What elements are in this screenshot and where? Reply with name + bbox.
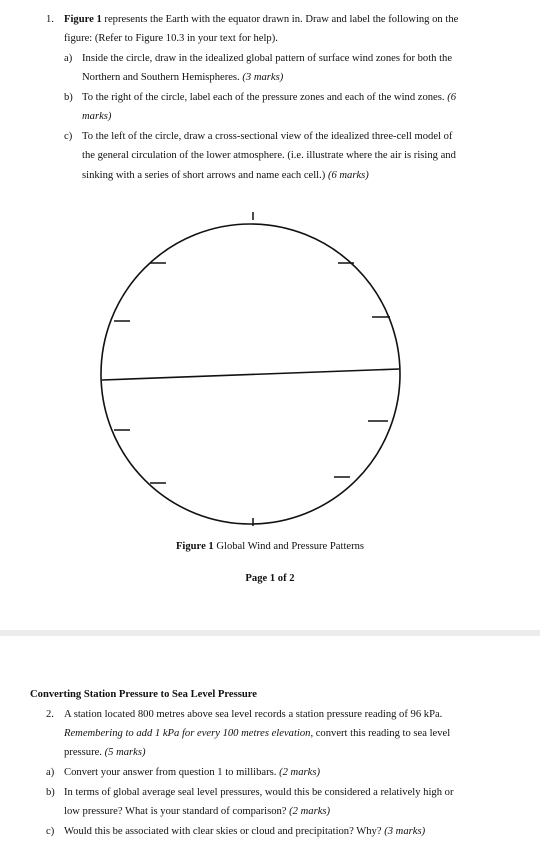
page-number: Page 1 of 2	[245, 573, 295, 584]
earth-figure	[98, 208, 408, 533]
figure-caption: Figure 1 Global Wind and Pressure Patterns	[175, 541, 365, 552]
q2-number: 2.	[46, 709, 54, 720]
q1a-line2: Northern and Southern Hemispheres. (3 marks)	[82, 72, 284, 83]
q2a-letter: a)	[46, 767, 55, 778]
q1a-marks: (3 marks)	[242, 72, 284, 83]
q1c-line3: sinking with a series of short arrows and name each cell.) (6 marks)	[82, 170, 369, 181]
q2a-text: Convert your answer from question 1 to millibars. (2 marks)	[64, 767, 320, 778]
q2a-marks: (2 marks)	[279, 767, 320, 778]
q2-line2: Remembering to add 1 kPa for every 100 metres elevation, convert this reading to sea level	[64, 728, 451, 739]
q2b-line1: In terms of global average seal level pressures, would this be considered a relatively high or	[64, 787, 454, 798]
page-2	[0, 636, 540, 864]
q1b-line1: To the right of the circle, label each of the pressure zones and each of the wind zones. (6	[82, 92, 457, 103]
q1b-line2: marks)	[82, 111, 112, 122]
equator-line	[102, 369, 399, 380]
q1-figure-ref: Figure 1	[64, 14, 102, 25]
q2-line1: A station located 800 metres above sea level records a station pressure reading of 96 kPa.	[64, 709, 443, 720]
q1c-line2: the general circulation of the lower atmosphere. (i.e. illustrate where the air is rising and	[82, 150, 456, 161]
q1c-marks: (6 marks)	[327, 170, 369, 181]
q1a-letter: a)	[64, 53, 73, 64]
q1c-line1: To the left of the circle, draw a cross-sectional view of the idealized three-cell model of	[82, 131, 453, 142]
q1b-letter: b)	[64, 92, 73, 103]
q2-line3: pressure. (5 marks)	[64, 747, 146, 758]
q1-intro-line1: Figure 1 represents the Earth with the equator drawn in. Draw and label the following on the	[64, 14, 459, 25]
q2b-marks: (2 marks)	[289, 806, 331, 817]
q1-intro-line2: figure: (Refer to Figure 10.3 in your text for help).	[64, 33, 278, 44]
section2-title: Converting Station Pressure to Sea Level Pressure	[30, 689, 257, 700]
q1b-marks: (6	[447, 92, 457, 103]
q2-marks: (5 marks)	[104, 747, 146, 758]
q2c-text: Would this be associated with clear skies or cloud and precipitation? Why? (3 marks)	[64, 826, 426, 837]
q2b-line2: low pressure? What is your standard of comparison? (2 marks)	[64, 806, 331, 817]
q2b-letter: b)	[46, 787, 55, 798]
q1-number: 1.	[46, 14, 54, 25]
q1c-letter: c)	[64, 131, 73, 142]
q2c-letter: c)	[46, 826, 55, 837]
q2c-marks: (3 marks)	[384, 826, 426, 837]
q1a-line1: Inside the circle, draw in the idealized global pattern of surface wind zones for both the	[82, 53, 453, 64]
